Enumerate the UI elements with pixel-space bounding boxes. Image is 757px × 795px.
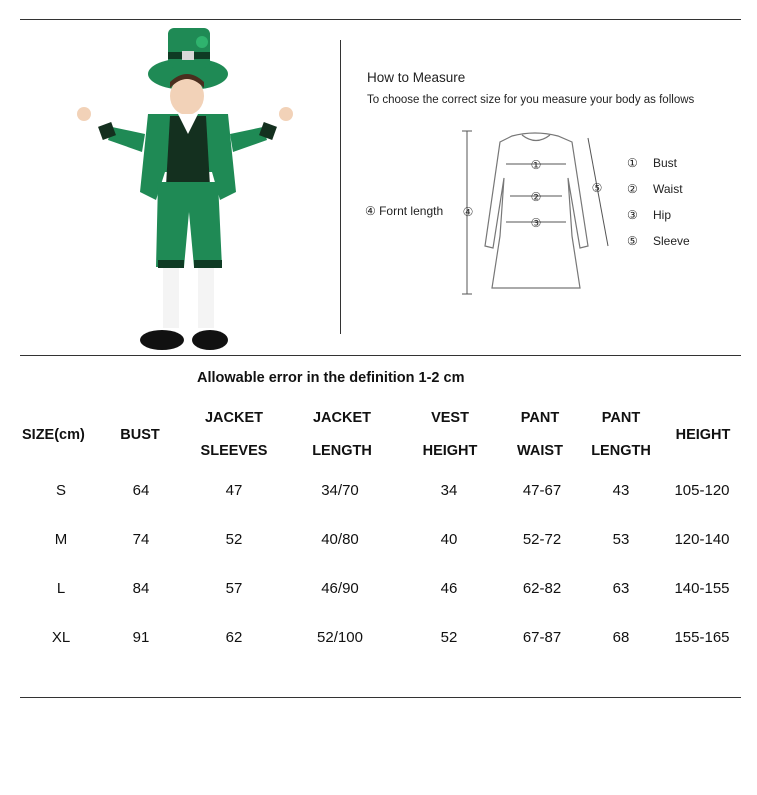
cell-bust: 84 bbox=[132, 580, 150, 597]
cell-jacket-length: 46/90 bbox=[321, 580, 359, 597]
header-pant-waist: PANT WAIST bbox=[517, 410, 563, 459]
measure-legend bbox=[627, 156, 690, 260]
legend-item: ① Bust bbox=[627, 156, 678, 170]
cell-size: L bbox=[56, 580, 66, 597]
cell-jacket-sleeves: 52 bbox=[225, 531, 243, 548]
legend-item: ⑤ Sleeve bbox=[627, 234, 690, 248]
cell-pant-waist: 47-67 bbox=[522, 482, 562, 499]
cell-size: XL bbox=[51, 629, 71, 646]
bottom-divider bbox=[20, 697, 741, 698]
mark-hip: ③ bbox=[530, 216, 542, 230]
measure-title: How to Measure bbox=[367, 70, 466, 85]
mark-waist: ② bbox=[530, 190, 542, 204]
cell-pant-waist: 62-82 bbox=[522, 580, 562, 597]
cell-pant-length: 53 bbox=[612, 531, 630, 548]
cell-pant-waist: 67-87 bbox=[522, 629, 562, 646]
measure-subtitle: To choose the correct size for you measure your body as follows bbox=[367, 94, 695, 106]
cell-bust: 74 bbox=[132, 531, 150, 548]
cell-jacket-length: 40/80 bbox=[321, 531, 359, 548]
cell-height: 155-165 bbox=[674, 629, 730, 646]
cell-vest-height: 34 bbox=[440, 482, 458, 499]
cell-size: S bbox=[55, 482, 66, 499]
front-length-label: ④ Fornt length bbox=[365, 204, 444, 218]
mark-bust: ① bbox=[530, 158, 542, 172]
header-height: HEIGHT bbox=[675, 427, 731, 443]
cell-vest-height: 52 bbox=[440, 629, 458, 646]
cell-bust: 91 bbox=[132, 629, 150, 646]
cell-jacket-sleeves: 57 bbox=[225, 580, 243, 597]
header-bust: BUST bbox=[120, 427, 160, 443]
costume-photo bbox=[70, 22, 300, 356]
cell-vest-height: 40 bbox=[440, 531, 458, 548]
top-divider bbox=[20, 19, 741, 20]
header-jacket-sleeves: JACKET SLEEVES bbox=[200, 410, 268, 459]
cell-height: 140-155 bbox=[674, 580, 730, 597]
cell-bust: 64 bbox=[132, 482, 150, 499]
cell-jacket-sleeves: 62 bbox=[225, 629, 243, 646]
cell-size: M bbox=[54, 531, 68, 548]
legend-item: ② Waist bbox=[627, 182, 683, 196]
header-pant-length: PANT LENGTH bbox=[591, 410, 651, 459]
cell-pant-length: 68 bbox=[612, 629, 630, 646]
cell-jacket-sleeves: 47 bbox=[225, 482, 243, 499]
cell-pant-waist: 52-72 bbox=[522, 531, 562, 548]
allowable-error-note: Allowable error in the definition 1-2 cm bbox=[197, 370, 465, 386]
cell-pant-length: 43 bbox=[612, 482, 630, 499]
cell-pant-length: 63 bbox=[612, 580, 630, 597]
measurement-diagram bbox=[460, 126, 620, 301]
cell-height: 120-140 bbox=[674, 531, 730, 548]
cell-vest-height: 46 bbox=[440, 580, 458, 597]
panel-divider bbox=[340, 40, 341, 334]
cell-jacket-length: 52/100 bbox=[317, 629, 363, 646]
cell-jacket-length: 34/70 bbox=[321, 482, 359, 499]
mark-front-length: ④ bbox=[462, 205, 474, 219]
mark-sleeve: ⑤ bbox=[591, 181, 603, 195]
header-size: SIZE(cm) bbox=[22, 427, 85, 443]
header-jacket-length: JACKET LENGTH bbox=[312, 410, 372, 459]
legend-item: ③ Hip bbox=[627, 208, 672, 222]
cell-height: 105-120 bbox=[674, 482, 730, 499]
header-vest-height: VEST HEIGHT bbox=[422, 410, 478, 459]
